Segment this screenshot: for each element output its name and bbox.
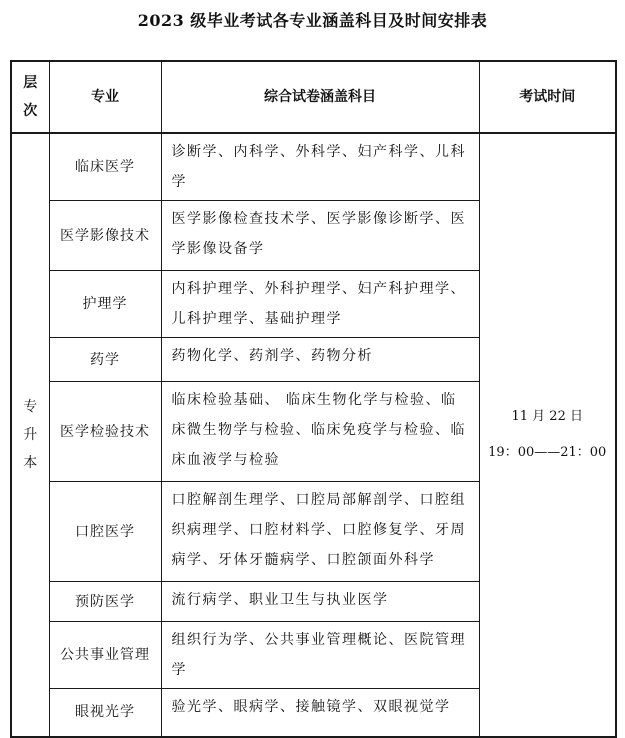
subjects-cell: 诊断学、内科学、外科学、妇产科学、儿科学 (161, 133, 479, 201)
subjects-cell: 医学影像检查技术学、医学影像诊断学、医学影像设备学 (161, 201, 479, 271)
subjects-cell: 组织行为学、公共事业管理概论、医院管理学 (161, 622, 479, 689)
header-time: 考试时间 (479, 61, 616, 133)
exam-hours: 19：00——21：00 (488, 444, 607, 460)
exam-time-cell (479, 133, 616, 737)
major-cell: 预防医学 (49, 582, 161, 622)
major-cell: 医学检验技术 (49, 382, 161, 482)
subjects-cell: 验光学、眼病学、接触镜学、双眼视觉学 (161, 689, 479, 737)
exam-schedule-table (10, 60, 617, 738)
major-cell: 眼视光学 (49, 689, 161, 737)
header-level-line2: 次 (23, 103, 38, 119)
level-char: 升 (23, 426, 38, 443)
subjects-cell: 内科护理学、外科护理学、妇产科护理学、儿科护理学、基础护理学 (161, 271, 479, 338)
major-cell: 医学影像技术 (49, 201, 161, 271)
table-header-row (11, 61, 616, 133)
exam-date: 11 月 22 日 (511, 408, 583, 424)
header-level-line1: 层 (23, 75, 38, 91)
major-cell: 药学 (49, 338, 161, 382)
document-title: 2023 级毕业考试各专业涵盖科目及时间安排表 (137, 11, 488, 30)
header-level (11, 61, 49, 133)
level-char: 本 (23, 454, 38, 471)
subjects-cell: 药物化学、药剂学、药物分析 (161, 338, 479, 382)
level-cell (11, 133, 49, 737)
level-char: 专 (23, 398, 38, 415)
major-cell: 护理学 (49, 271, 161, 338)
header-major: 专业 (49, 61, 161, 133)
major-cell: 口腔医学 (49, 482, 161, 582)
subjects-cell: 流行病学、职业卫生与执业医学 (161, 582, 479, 622)
table-row (11, 133, 616, 201)
major-cell: 公共事业管理 (49, 622, 161, 689)
subjects-cell: 临床检验基础、 临床生物化学与检验、临床微生物学与检验、临床免疫学与检验、临床血液学与检验 (161, 382, 479, 482)
header-subjects: 综合试卷涵盖科目 (161, 61, 479, 133)
subjects-cell: 口腔解剖生理学、口腔局部解剖学、口腔组织病理学、口腔材料学、口腔修复学、牙周病学、牙体牙髓病学、口腔颌面外科学 (161, 482, 479, 582)
major-cell: 临床医学 (49, 133, 161, 201)
